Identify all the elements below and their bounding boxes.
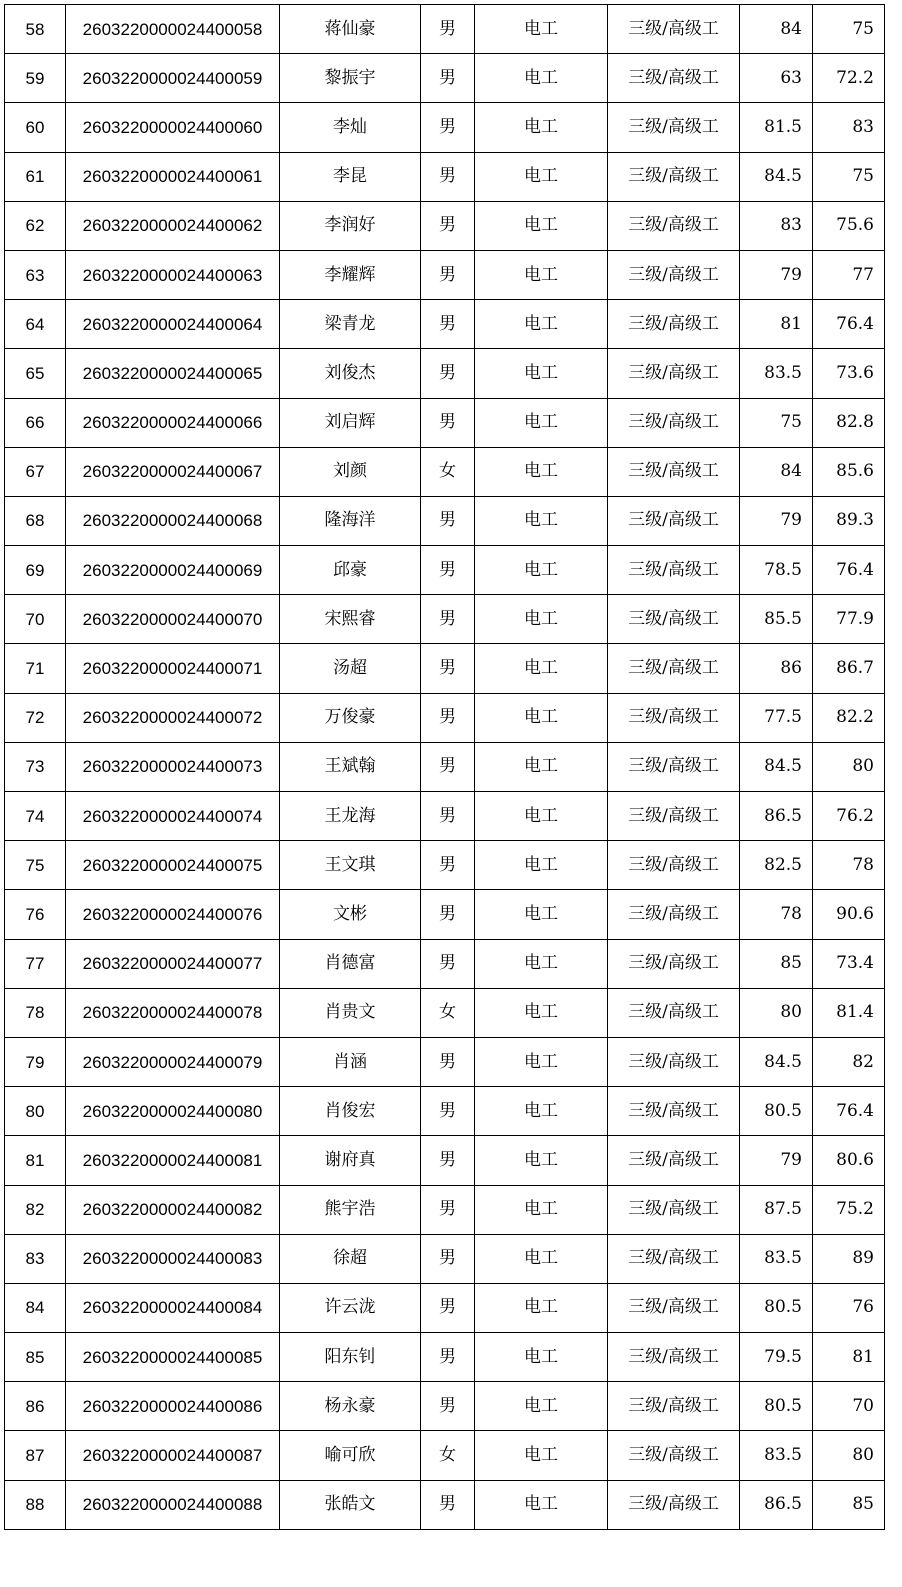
gender-cell: 男	[421, 1136, 475, 1185]
gender-cell: 男	[421, 1185, 475, 1234]
practical-score-cell: 76.2	[813, 792, 885, 841]
gender-cell: 男	[421, 841, 475, 890]
table-row	[5, 595, 885, 644]
gender-cell: 男	[421, 1087, 475, 1136]
table-row	[5, 1480, 885, 1529]
skill-level-cell: 三级/高级工	[608, 349, 740, 398]
gender-cell: 女	[421, 988, 475, 1037]
skill-level-cell: 三级/高级工	[608, 1431, 740, 1480]
candidate-name-cell: 文彬	[280, 890, 421, 939]
skill-level-cell: 三级/高级工	[608, 496, 740, 545]
row-number-cell: 87	[5, 1431, 66, 1480]
table-body	[5, 5, 885, 1530]
theory-score-cell: 82.5	[740, 841, 813, 890]
exam-id-cell: 2603220000024400061	[66, 152, 280, 201]
practical-score-cell: 82.2	[813, 693, 885, 742]
gender-cell: 男	[421, 890, 475, 939]
occupation-cell: 电工	[475, 1480, 608, 1529]
candidate-name-cell: 喻可欣	[280, 1431, 421, 1480]
occupation-cell: 电工	[475, 152, 608, 201]
practical-score-cell: 76.4	[813, 546, 885, 595]
gender-cell: 男	[421, 546, 475, 595]
exam-id-cell: 2603220000024400082	[66, 1185, 280, 1234]
practical-score-cell: 85.6	[813, 447, 885, 496]
practical-score-cell: 90.6	[813, 890, 885, 939]
skill-level-cell: 三级/高级工	[608, 693, 740, 742]
exam-id-cell: 2603220000024400064	[66, 300, 280, 349]
table-row	[5, 1333, 885, 1382]
table-row	[5, 447, 885, 496]
practical-score-cell: 89.3	[813, 496, 885, 545]
theory-score-cell: 86.5	[740, 1480, 813, 1529]
table-row	[5, 398, 885, 447]
skill-level-cell: 三级/高级工	[608, 447, 740, 496]
skill-level-cell: 三级/高级工	[608, 5, 740, 54]
theory-score-cell: 83.5	[740, 1234, 813, 1283]
exam-id-cell: 2603220000024400072	[66, 693, 280, 742]
occupation-cell: 电工	[475, 792, 608, 841]
exam-id-cell: 2603220000024400078	[66, 988, 280, 1037]
candidate-name-cell: 王文琪	[280, 841, 421, 890]
table-row	[5, 5, 885, 54]
candidate-name-cell: 李灿	[280, 103, 421, 152]
row-number-cell: 71	[5, 644, 66, 693]
practical-score-cell: 73.4	[813, 939, 885, 988]
theory-score-cell: 84.5	[740, 1037, 813, 1086]
skill-level-cell: 三级/高级工	[608, 644, 740, 693]
gender-cell: 男	[421, 1283, 475, 1332]
candidate-name-cell: 汤超	[280, 644, 421, 693]
gender-cell: 男	[421, 398, 475, 447]
candidate-name-cell: 邱豪	[280, 546, 421, 595]
theory-score-cell: 78.5	[740, 546, 813, 595]
table-row	[5, 54, 885, 103]
exam-id-cell: 2603220000024400071	[66, 644, 280, 693]
skill-level-cell: 三级/高级工	[608, 54, 740, 103]
skill-level-cell: 三级/高级工	[608, 792, 740, 841]
gender-cell: 男	[421, 349, 475, 398]
skill-level-cell: 三级/高级工	[608, 300, 740, 349]
theory-score-cell: 81.5	[740, 103, 813, 152]
table-row	[5, 546, 885, 595]
row-number-cell: 86	[5, 1382, 66, 1431]
table-row	[5, 841, 885, 890]
practical-score-cell: 80.6	[813, 1136, 885, 1185]
table-row	[5, 1234, 885, 1283]
candidate-name-cell: 杨永豪	[280, 1382, 421, 1431]
theory-score-cell: 81	[740, 300, 813, 349]
exam-id-cell: 2603220000024400079	[66, 1037, 280, 1086]
exam-id-cell: 2603220000024400085	[66, 1333, 280, 1382]
table-row	[5, 644, 885, 693]
gender-cell: 男	[421, 5, 475, 54]
skill-level-cell: 三级/高级工	[608, 398, 740, 447]
gender-cell: 男	[421, 103, 475, 152]
gender-cell: 男	[421, 595, 475, 644]
skill-level-cell: 三级/高级工	[608, 742, 740, 791]
candidate-name-cell: 肖德富	[280, 939, 421, 988]
practical-score-cell: 75.6	[813, 201, 885, 250]
gender-cell: 男	[421, 693, 475, 742]
practical-score-cell: 76.4	[813, 1087, 885, 1136]
skill-level-cell: 三级/高级工	[608, 201, 740, 250]
gender-cell: 男	[421, 1333, 475, 1382]
exam-id-cell: 2603220000024400086	[66, 1382, 280, 1431]
occupation-cell: 电工	[475, 349, 608, 398]
theory-score-cell: 80	[740, 988, 813, 1037]
table-row	[5, 300, 885, 349]
row-number-cell: 66	[5, 398, 66, 447]
candidate-name-cell: 王斌翰	[280, 742, 421, 791]
practical-score-cell: 75	[813, 5, 885, 54]
row-number-cell: 81	[5, 1136, 66, 1185]
candidate-name-cell: 肖涵	[280, 1037, 421, 1086]
practical-score-cell: 73.6	[813, 349, 885, 398]
practical-score-cell: 77.9	[813, 595, 885, 644]
practical-score-cell: 75.2	[813, 1185, 885, 1234]
occupation-cell: 电工	[475, 1136, 608, 1185]
candidate-name-cell: 肖贵文	[280, 988, 421, 1037]
candidate-name-cell: 蒋仙豪	[280, 5, 421, 54]
table-row	[5, 988, 885, 1037]
occupation-cell: 电工	[475, 250, 608, 299]
candidate-name-cell: 李润好	[280, 201, 421, 250]
practical-score-cell: 85	[813, 1480, 885, 1529]
exam-id-cell: 2603220000024400066	[66, 398, 280, 447]
occupation-cell: 电工	[475, 890, 608, 939]
table-row	[5, 1431, 885, 1480]
theory-score-cell: 75	[740, 398, 813, 447]
candidate-name-cell: 刘俊杰	[280, 349, 421, 398]
occupation-cell: 电工	[475, 644, 608, 693]
row-number-cell: 68	[5, 496, 66, 545]
exam-id-cell: 2603220000024400084	[66, 1283, 280, 1332]
gender-cell: 男	[421, 300, 475, 349]
table-row	[5, 890, 885, 939]
row-number-cell: 78	[5, 988, 66, 1037]
theory-score-cell: 84.5	[740, 152, 813, 201]
skill-level-cell: 三级/高级工	[608, 1333, 740, 1382]
table-row	[5, 1087, 885, 1136]
results-table	[4, 4, 885, 1530]
exam-id-cell: 2603220000024400068	[66, 496, 280, 545]
candidate-name-cell: 隆海洋	[280, 496, 421, 545]
occupation-cell: 电工	[475, 546, 608, 595]
theory-score-cell: 80.5	[740, 1087, 813, 1136]
table-row	[5, 1136, 885, 1185]
practical-score-cell: 72.2	[813, 54, 885, 103]
skill-level-cell: 三级/高级工	[608, 939, 740, 988]
occupation-cell: 电工	[475, 447, 608, 496]
theory-score-cell: 85	[740, 939, 813, 988]
skill-level-cell: 三级/高级工	[608, 546, 740, 595]
occupation-cell: 电工	[475, 1234, 608, 1283]
exam-id-cell: 2603220000024400076	[66, 890, 280, 939]
table-row	[5, 792, 885, 841]
practical-score-cell: 89	[813, 1234, 885, 1283]
theory-score-cell: 63	[740, 54, 813, 103]
exam-id-cell: 2603220000024400074	[66, 792, 280, 841]
occupation-cell: 电工	[475, 1037, 608, 1086]
occupation-cell: 电工	[475, 1333, 608, 1382]
skill-level-cell: 三级/高级工	[608, 1087, 740, 1136]
table-row	[5, 742, 885, 791]
theory-score-cell: 83	[740, 201, 813, 250]
candidate-name-cell: 阳东钊	[280, 1333, 421, 1382]
practical-score-cell: 78	[813, 841, 885, 890]
table-row	[5, 201, 885, 250]
theory-score-cell: 80.5	[740, 1283, 813, 1332]
row-number-cell: 58	[5, 5, 66, 54]
skill-level-cell: 三级/高级工	[608, 988, 740, 1037]
table-row	[5, 1185, 885, 1234]
occupation-cell: 电工	[475, 1431, 608, 1480]
skill-level-cell: 三级/高级工	[608, 1234, 740, 1283]
row-number-cell: 88	[5, 1480, 66, 1529]
table-row	[5, 349, 885, 398]
skill-level-cell: 三级/高级工	[608, 152, 740, 201]
table-row	[5, 250, 885, 299]
exam-id-cell: 2603220000024400081	[66, 1136, 280, 1185]
theory-score-cell: 80.5	[740, 1382, 813, 1431]
candidate-name-cell: 张皓文	[280, 1480, 421, 1529]
practical-score-cell: 70	[813, 1382, 885, 1431]
exam-id-cell: 2603220000024400067	[66, 447, 280, 496]
skill-level-cell: 三级/高级工	[608, 1480, 740, 1529]
occupation-cell: 电工	[475, 988, 608, 1037]
gender-cell: 男	[421, 939, 475, 988]
gender-cell: 男	[421, 54, 475, 103]
table-row	[5, 693, 885, 742]
row-number-cell: 72	[5, 693, 66, 742]
row-number-cell: 74	[5, 792, 66, 841]
exam-id-cell: 2603220000024400070	[66, 595, 280, 644]
candidate-name-cell: 肖俊宏	[280, 1087, 421, 1136]
occupation-cell: 电工	[475, 841, 608, 890]
row-number-cell: 64	[5, 300, 66, 349]
practical-score-cell: 76	[813, 1283, 885, 1332]
practical-score-cell: 82.8	[813, 398, 885, 447]
theory-score-cell: 84	[740, 447, 813, 496]
practical-score-cell: 75	[813, 152, 885, 201]
theory-score-cell: 84.5	[740, 742, 813, 791]
candidate-name-cell: 许云泷	[280, 1283, 421, 1332]
row-number-cell: 79	[5, 1037, 66, 1086]
table-row	[5, 1037, 885, 1086]
gender-cell: 男	[421, 250, 475, 299]
row-number-cell: 73	[5, 742, 66, 791]
gender-cell: 男	[421, 201, 475, 250]
gender-cell: 男	[421, 1382, 475, 1431]
candidate-name-cell: 刘颜	[280, 447, 421, 496]
occupation-cell: 电工	[475, 54, 608, 103]
exam-id-cell: 2603220000024400065	[66, 349, 280, 398]
row-number-cell: 65	[5, 349, 66, 398]
table-row	[5, 939, 885, 988]
exam-id-cell: 2603220000024400058	[66, 5, 280, 54]
gender-cell: 男	[421, 742, 475, 791]
practical-score-cell: 86.7	[813, 644, 885, 693]
occupation-cell: 电工	[475, 1382, 608, 1431]
row-number-cell: 60	[5, 103, 66, 152]
row-number-cell: 84	[5, 1283, 66, 1332]
exam-id-cell: 2603220000024400059	[66, 54, 280, 103]
theory-score-cell: 85.5	[740, 595, 813, 644]
skill-level-cell: 三级/高级工	[608, 103, 740, 152]
row-number-cell: 76	[5, 890, 66, 939]
practical-score-cell: 80	[813, 742, 885, 791]
theory-score-cell: 87.5	[740, 1185, 813, 1234]
practical-score-cell: 81	[813, 1333, 885, 1382]
exam-id-cell: 2603220000024400062	[66, 201, 280, 250]
occupation-cell: 电工	[475, 201, 608, 250]
occupation-cell: 电工	[475, 1283, 608, 1332]
row-number-cell: 85	[5, 1333, 66, 1382]
theory-score-cell: 78	[740, 890, 813, 939]
theory-score-cell: 86.5	[740, 792, 813, 841]
skill-level-cell: 三级/高级工	[608, 1283, 740, 1332]
occupation-cell: 电工	[475, 742, 608, 791]
practical-score-cell: 83	[813, 103, 885, 152]
occupation-cell: 电工	[475, 595, 608, 644]
row-number-cell: 75	[5, 841, 66, 890]
skill-level-cell: 三级/高级工	[608, 250, 740, 299]
table-row	[5, 1283, 885, 1332]
theory-score-cell: 77.5	[740, 693, 813, 742]
exam-id-cell: 2603220000024400083	[66, 1234, 280, 1283]
row-number-cell: 63	[5, 250, 66, 299]
row-number-cell: 70	[5, 595, 66, 644]
candidate-name-cell: 万俊豪	[280, 693, 421, 742]
theory-score-cell: 84	[740, 5, 813, 54]
table-row	[5, 152, 885, 201]
practical-score-cell: 82	[813, 1037, 885, 1086]
gender-cell: 男	[421, 1480, 475, 1529]
theory-score-cell: 79	[740, 1136, 813, 1185]
skill-level-cell: 三级/高级工	[608, 1136, 740, 1185]
table-row	[5, 496, 885, 545]
table-row	[5, 103, 885, 152]
gender-cell: 女	[421, 1431, 475, 1480]
skill-level-cell: 三级/高级工	[608, 890, 740, 939]
skill-level-cell: 三级/高级工	[608, 1037, 740, 1086]
candidate-name-cell: 徐超	[280, 1234, 421, 1283]
skill-level-cell: 三级/高级工	[608, 595, 740, 644]
occupation-cell: 电工	[475, 1185, 608, 1234]
gender-cell: 男	[421, 792, 475, 841]
table-row	[5, 1382, 885, 1431]
practical-score-cell: 77	[813, 250, 885, 299]
theory-score-cell: 79.5	[740, 1333, 813, 1382]
exam-id-cell: 2603220000024400080	[66, 1087, 280, 1136]
candidate-name-cell: 李昆	[280, 152, 421, 201]
candidate-name-cell: 李耀辉	[280, 250, 421, 299]
gender-cell: 男	[421, 496, 475, 545]
occupation-cell: 电工	[475, 300, 608, 349]
row-number-cell: 77	[5, 939, 66, 988]
skill-level-cell: 三级/高级工	[608, 841, 740, 890]
exam-id-cell: 2603220000024400063	[66, 250, 280, 299]
candidate-name-cell: 刘启辉	[280, 398, 421, 447]
exam-id-cell: 2603220000024400060	[66, 103, 280, 152]
gender-cell: 女	[421, 447, 475, 496]
theory-score-cell: 83.5	[740, 349, 813, 398]
exam-id-cell: 2603220000024400075	[66, 841, 280, 890]
gender-cell: 男	[421, 1234, 475, 1283]
candidate-name-cell: 宋熙睿	[280, 595, 421, 644]
candidate-name-cell: 谢府真	[280, 1136, 421, 1185]
row-number-cell: 83	[5, 1234, 66, 1283]
exam-id-cell: 2603220000024400077	[66, 939, 280, 988]
row-number-cell: 61	[5, 152, 66, 201]
theory-score-cell: 79	[740, 250, 813, 299]
theory-score-cell: 83.5	[740, 1431, 813, 1480]
theory-score-cell: 79	[740, 496, 813, 545]
occupation-cell: 电工	[475, 398, 608, 447]
occupation-cell: 电工	[475, 5, 608, 54]
skill-level-cell: 三级/高级工	[608, 1382, 740, 1431]
candidate-name-cell: 梁青龙	[280, 300, 421, 349]
occupation-cell: 电工	[475, 496, 608, 545]
gender-cell: 男	[421, 644, 475, 693]
exam-id-cell: 2603220000024400087	[66, 1431, 280, 1480]
row-number-cell: 62	[5, 201, 66, 250]
practical-score-cell: 81.4	[813, 988, 885, 1037]
skill-level-cell: 三级/高级工	[608, 1185, 740, 1234]
exam-id-cell: 2603220000024400069	[66, 546, 280, 595]
gender-cell: 男	[421, 1037, 475, 1086]
occupation-cell: 电工	[475, 103, 608, 152]
row-number-cell: 67	[5, 447, 66, 496]
practical-score-cell: 80	[813, 1431, 885, 1480]
exam-id-cell: 2603220000024400088	[66, 1480, 280, 1529]
row-number-cell: 69	[5, 546, 66, 595]
practical-score-cell: 76.4	[813, 300, 885, 349]
candidate-name-cell: 黎振宇	[280, 54, 421, 103]
candidate-name-cell: 熊宇浩	[280, 1185, 421, 1234]
gender-cell: 男	[421, 152, 475, 201]
theory-score-cell: 86	[740, 644, 813, 693]
occupation-cell: 电工	[475, 1087, 608, 1136]
occupation-cell: 电工	[475, 693, 608, 742]
occupation-cell: 电工	[475, 939, 608, 988]
row-number-cell: 59	[5, 54, 66, 103]
row-number-cell: 80	[5, 1087, 66, 1136]
exam-id-cell: 2603220000024400073	[66, 742, 280, 791]
candidate-name-cell: 王龙海	[280, 792, 421, 841]
row-number-cell: 82	[5, 1185, 66, 1234]
